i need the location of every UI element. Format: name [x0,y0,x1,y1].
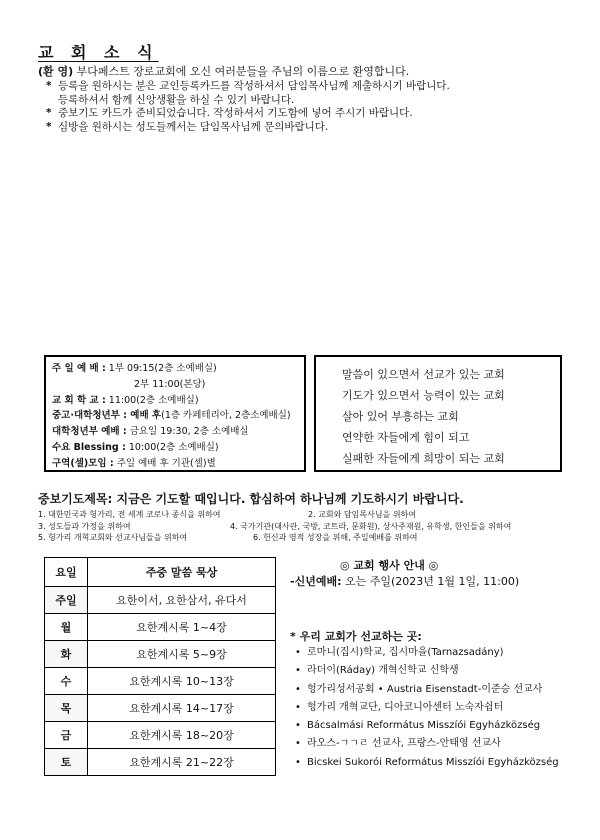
column-header-reading: 주중 말씀 묵상 [88,558,276,587]
prayer-text: 지금은 기도할 때입니다. 합심하여 하나님께 기도하시기 바랍니다. [116,492,464,506]
table-row [45,614,276,641]
event-text: 오는 주일(2023년 1월 1일, 11:00) [344,575,520,588]
day-cell: 월 [45,614,88,641]
event-label: -신년예배: [290,575,342,588]
vision-line: 실패한 자들에게 희망이 되는 교회 [342,452,505,465]
table-row [45,587,276,614]
church-school-row [52,393,304,409]
notice-list [44,80,574,134]
cell-meeting-time: 주일 예배 후 기관(셀)별 [116,457,216,469]
mission-item: • Bicskei Sukorói Református Misszíói Egyházközség [293,754,593,772]
youth-label: 중고·대학청년부 : 예배 후 [52,410,162,422]
notice-text: * 심방을 원하시는 성도들께서는 담임목사님께 문의바랍니다. [58,120,329,133]
sunday-service-row [52,361,304,377]
reading-cell: 요한계시록 1~4장 [88,614,276,641]
prayer-topic: 1. 대한민국과 헝가리, 전 세계 코로나 종식을 위하여 [38,510,221,519]
notice-text: * 중보기도 카드가 준비되었습니다. 작성하셔서 기도함에 넣어 주시기 바랍니다. [58,107,413,119]
prayer-topic: 5. 헝가리 개혁교회와 선교사님들을 위하여 [38,533,188,542]
mission-item: • Bácsalmási Református Misszíói Egyházközség [293,717,593,735]
prayer-topic: 6. 헌신과 영적 성장을 위해, 주일예배를 위하여 [253,533,418,542]
reading-cell: 요한계시록 14~17장 [88,695,276,722]
mission-item: • 헝가리성서공회 • Austria Eisenstadt-이준승 선교사 [293,681,593,699]
sunday-service-1: 1부 09:15(2층 소예배실) [108,363,217,374]
notice-item [44,107,574,121]
worship-schedule-box [44,355,306,472]
weekly-verse-table [44,557,276,776]
day-cell: 목 [45,695,88,722]
prayer-heading [38,490,578,507]
young-adult-row [52,424,304,440]
mission-item: • 헝가리 개혁교단, 디아코니아센터 노숙자쉼터 [293,699,593,717]
wednesday-label: 수요 Blessing : [52,441,126,453]
notice-text-cont: 등록하셔서 함께 신앙생활을 하실 수 있기 바랍니다. [58,93,295,106]
welcome-label: (환 영) [38,65,74,78]
table-row [45,695,276,722]
day-cell: 토 [45,749,88,776]
table-row [45,668,276,695]
cell-meeting-row [52,456,304,472]
youth-row [52,408,304,424]
mission-item: • 라더이(Ráday) 개혁신학교 신학생 [293,662,593,680]
sunday-service-label: 주 일 예 배 : [52,363,106,374]
notice-text: * 등록을 원하시는 분은 교인등록카드를 작성하셔서 담임목사님께 제출하시기 바랍니다. [58,80,450,92]
mission-heading: * 우리 교회가 선교하는 곳: [290,630,422,643]
prayer-topic-list [38,509,598,544]
young-adult-time: 금요일 19:30, 2층 소예배실 [129,426,249,438]
wednesday-row [52,440,304,456]
column-header-day: 요일 [45,558,88,587]
welcome-text: 부다페스트 장로교회에 오신 여러분들을 주님의 이름으로 환영합니다. [76,65,410,78]
event-heading: ◎ 교회 행사 안내 ◎ [340,559,439,572]
notice-item [44,80,574,107]
church-school-time: 11:00(2층 소예배실) [108,394,199,406]
event-item [290,573,519,589]
vision-line: 살아 있어 부흥하는 교회 [342,410,459,423]
day-cell: 화 [45,641,88,668]
young-adult-label: 대학청년부 예배 : [52,426,127,438]
prayer-topic: 2. 교회와 담임목사님을 위하여 [308,510,416,519]
prayer-topic: 4. 국가기관(대사관, 국방, 코트라, 문화원), 상사주재원, 유학생, 한인들을 위하여 [230,521,512,531]
mission-list [293,644,593,772]
vision-line: 연약한 자들에게 힘이 되고 [342,431,470,444]
vision-line: 기도가 있으면서 능력이 있는 교회 [342,389,505,402]
sunday-service-2: 2부 11:00(본당) [134,378,206,390]
wednesday-time: 10:00(2층 소예배실) [128,441,219,453]
table-row [45,641,276,668]
reading-cell: 요한계시록 10~13장 [88,668,276,695]
table-row [45,749,276,776]
vision-line: 말씀이 있으면서 선교가 있는 교회 [342,368,505,381]
notice-item [44,121,574,135]
page-title: 교 회 소 식 [38,43,159,62]
reading-cell: 요한이서, 요한삼서, 유다서 [88,587,276,614]
sunday-service-2-row [52,377,304,393]
table-header-row [45,558,276,587]
church-vision-box [314,355,562,472]
reading-cell: 요한계시록 21~22장 [88,749,276,776]
mission-item: • 로마니(집시)학교, 집시마을(Tarnazsadány) [293,644,593,662]
day-cell: 주일 [45,587,88,614]
reading-cell: 요한계시록 5~9장 [88,641,276,668]
day-cell: 금 [45,722,88,749]
day-cell: 수 [45,668,88,695]
youth-place: (1층 카페테리아, 2층소예배실) [161,410,291,422]
cell-meeting-label: 구역(셀)모임 : [52,457,114,469]
church-school-label: 교 회 학 교 : [52,394,106,406]
prayer-topic: 3. 성도들과 가정을 위하여 [38,521,131,531]
mission-item: • 라오스-ㄱㄱㄹ 선교사, 프랑스-안태영 선교사 [293,735,593,753]
prayer-label: 중보기도제목: [38,492,113,506]
table-row [45,722,276,749]
reading-cell: 요한계시록 18~20장 [88,722,276,749]
welcome-line [38,64,578,79]
